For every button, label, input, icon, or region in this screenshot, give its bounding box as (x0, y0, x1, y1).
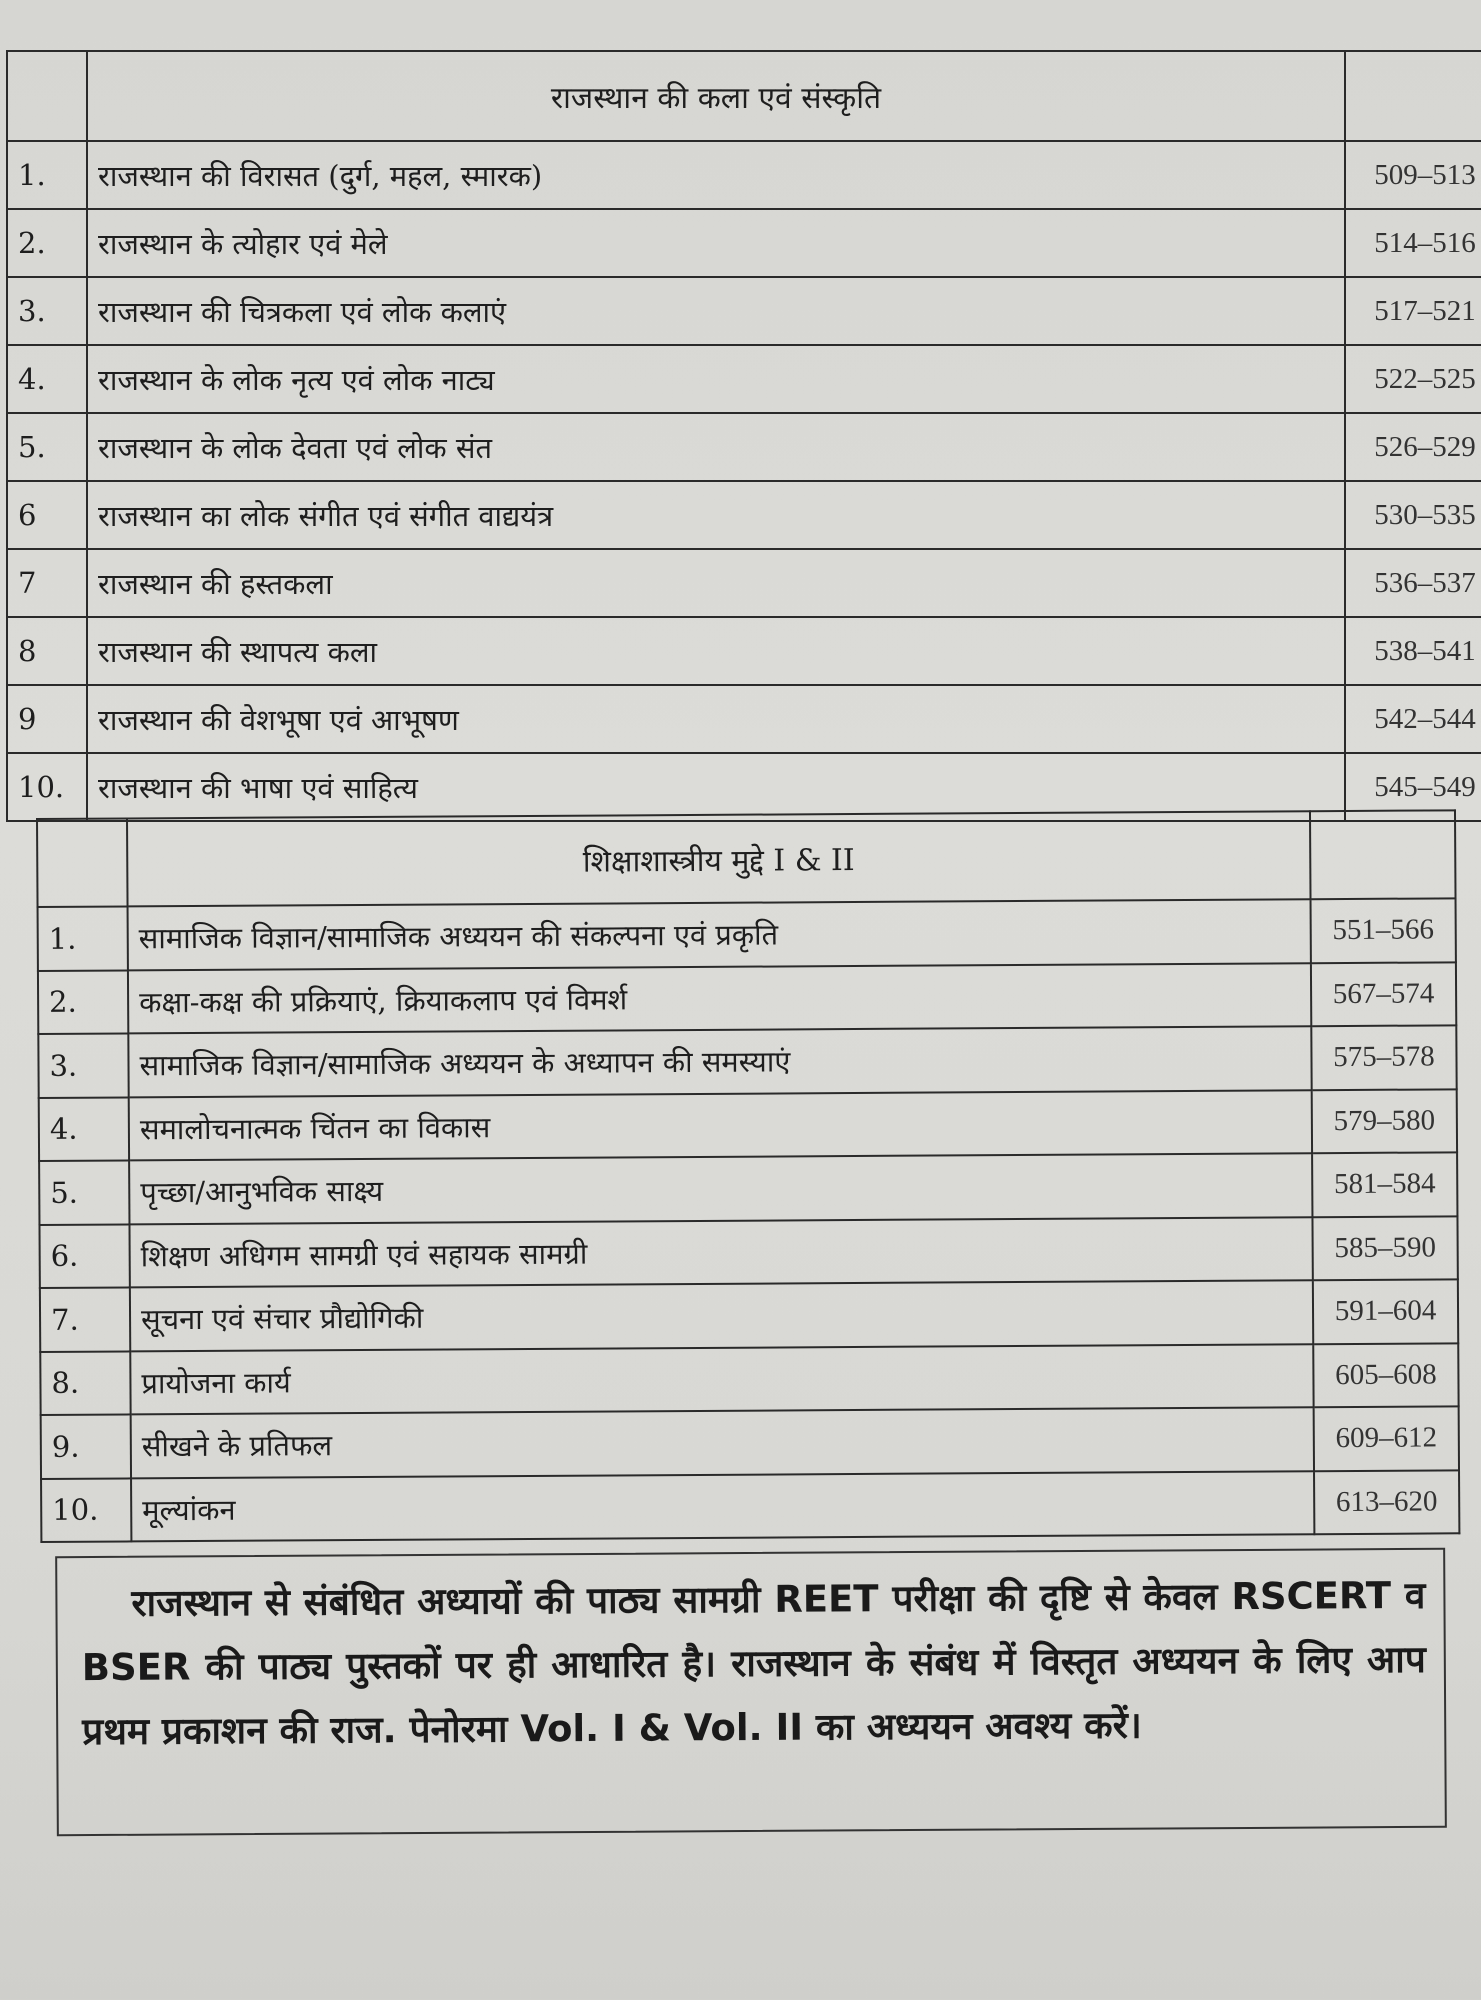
contents-row (38, 1025, 1456, 1097)
chapter-title: राजस्थान की वेशभूषा एवं आभूषण (87, 685, 1345, 753)
chapter-number: 10. (7, 753, 87, 821)
contents-row (39, 1216, 1457, 1288)
page-range: 545–549 (1345, 753, 1481, 821)
page-range: 605–608 (1313, 1343, 1458, 1407)
chapter-title: राजस्थान के लोक देवता एवं लोक संत (87, 413, 1345, 481)
chapter-title: राजस्थान की हस्तकला (87, 549, 1345, 617)
contents-row (41, 1406, 1459, 1478)
contents-row (38, 962, 1456, 1034)
page-range: 567–574 (1311, 962, 1456, 1026)
page-range: 509–513 (1345, 141, 1481, 209)
chapter-number: 7 (7, 549, 87, 617)
page-range: 526–529 (1345, 413, 1481, 481)
page-range: 591–604 (1313, 1279, 1458, 1343)
chapter-number: 7. (40, 1287, 130, 1351)
chapter-title: समालोचनात्मक चिंतन का विकास (129, 1090, 1312, 1161)
section-header-row (7, 51, 1481, 141)
chapter-title: शिक्षण अधिगम सामग्री एवं सहायक सामग्री (129, 1217, 1312, 1288)
contents-row (40, 1279, 1458, 1351)
contents-row (39, 1152, 1457, 1224)
page-range: 542–544 (1345, 685, 1481, 753)
chapter-title: राजस्थान की भाषा एवं साहित्य (87, 753, 1345, 821)
contents-row (7, 413, 1481, 481)
page-range: 575–578 (1311, 1025, 1456, 1089)
contents-row (38, 898, 1456, 970)
section-title: शिक्षाशास्त्रीय मुद्दे I & II (127, 811, 1311, 906)
contents-row (7, 209, 1481, 277)
chapter-title: सूचना एवं संचार प्रौद्योगिकी (130, 1280, 1313, 1351)
contents-row (41, 1470, 1459, 1542)
chapter-title: राजस्थान की विरासत (दुर्ग, महल, स्मारक) (87, 141, 1345, 209)
chapter-number: 2. (38, 970, 128, 1034)
page-range: 581–584 (1312, 1152, 1457, 1216)
page-range: 609–612 (1314, 1406, 1459, 1470)
chapter-number: 3. (38, 1033, 128, 1097)
chapter-title: सामाजिक विज्ञान/सामाजिक अध्ययन के अध्यापन की समस्याएं (128, 1026, 1311, 1097)
page-range: 530–535 (1345, 481, 1481, 549)
page-range: 517–521 (1345, 277, 1481, 345)
contents-table-pedagogy (36, 809, 1460, 1543)
contents-row (7, 141, 1481, 209)
chapter-number: 1. (38, 906, 128, 970)
chapter-number: 8. (40, 1351, 130, 1415)
contents-row (7, 549, 1481, 617)
chapter-title: प्रायोजना कार्य (130, 1344, 1313, 1415)
page-range: 613–620 (1314, 1470, 1459, 1534)
page-range: 522–525 (1345, 345, 1481, 413)
chapter-title: राजस्थान का लोक संगीत एवं संगीत वाद्ययंत्र (87, 481, 1345, 549)
contents-table-rajasthan-art-culture (6, 50, 1481, 822)
contents-row (39, 1089, 1457, 1161)
chapter-number: 3. (7, 277, 87, 345)
chapter-number: 10. (41, 1478, 131, 1542)
chapter-number: 4. (7, 345, 87, 413)
chapter-title: सामाजिक विज्ञान/सामाजिक अध्ययन की संकल्पना एवं प्रकृति (128, 899, 1311, 970)
chapter-number: 4. (39, 1097, 129, 1161)
chapter-number: 9 (7, 685, 87, 753)
page-range: 551–566 (1311, 898, 1456, 962)
chapter-number: 6 (7, 481, 87, 549)
chapter-title: राजस्थान की चित्रकला एवं लोक कलाएं (87, 277, 1345, 345)
chapter-title: राजस्थान के लोक नृत्य एवं लोक नाट्य (87, 345, 1345, 413)
contents-row (40, 1343, 1458, 1415)
chapter-title: राजस्थान की स्थापत्य कला (87, 617, 1345, 685)
page-range: 585–590 (1312, 1216, 1457, 1280)
chapter-number: 9. (41, 1414, 131, 1478)
chapter-number: 2. (7, 209, 87, 277)
page-range: 579–580 (1312, 1089, 1457, 1153)
chapter-title: मूल्यांकन (131, 1471, 1314, 1542)
chapter-title: पृच्छा/आनुभविक साक्ष्य (129, 1153, 1312, 1224)
contents-row (7, 617, 1481, 685)
chapter-number: 8 (7, 617, 87, 685)
section-title: राजस्थान की कला एवं संस्कृति (87, 51, 1345, 141)
page-range: 538–541 (1345, 617, 1481, 685)
contents-row (7, 345, 1481, 413)
chapter-number: 5. (7, 413, 87, 481)
page-range: 536–537 (1345, 549, 1481, 617)
contents-row (7, 277, 1481, 345)
note-box: राजस्थान से संबंधित अध्यायों की पाठ्य सामग्री REET परीक्षा की दृष्टि से केवल RSCERT व BSER की पाठ्य पुस्तकों पर ही आधारित है। राजस्थान के संबंध में विस्तृत अध्ययन के लिए आप प्रथम प्रकाशन की राज. पेनोरमा Vol. I & Vol. II का अध्ययन अवश्य करें। (55, 1548, 1447, 1836)
chapter-title: राजस्थान के त्योहार एवं मेले (87, 209, 1345, 277)
chapter-number: 5. (39, 1160, 129, 1224)
chapter-number: 1. (7, 141, 87, 209)
contents-row (7, 481, 1481, 549)
chapter-number: 6. (39, 1224, 129, 1288)
section-header-row (37, 810, 1456, 907)
page-range: 514–516 (1345, 209, 1481, 277)
chapter-title: कक्षा-कक्ष की प्रक्रियाएं, क्रियाकलाप एवं विमर्श (128, 963, 1311, 1034)
contents-row (7, 685, 1481, 753)
chapter-title: सीखने के प्रतिफल (131, 1407, 1314, 1478)
